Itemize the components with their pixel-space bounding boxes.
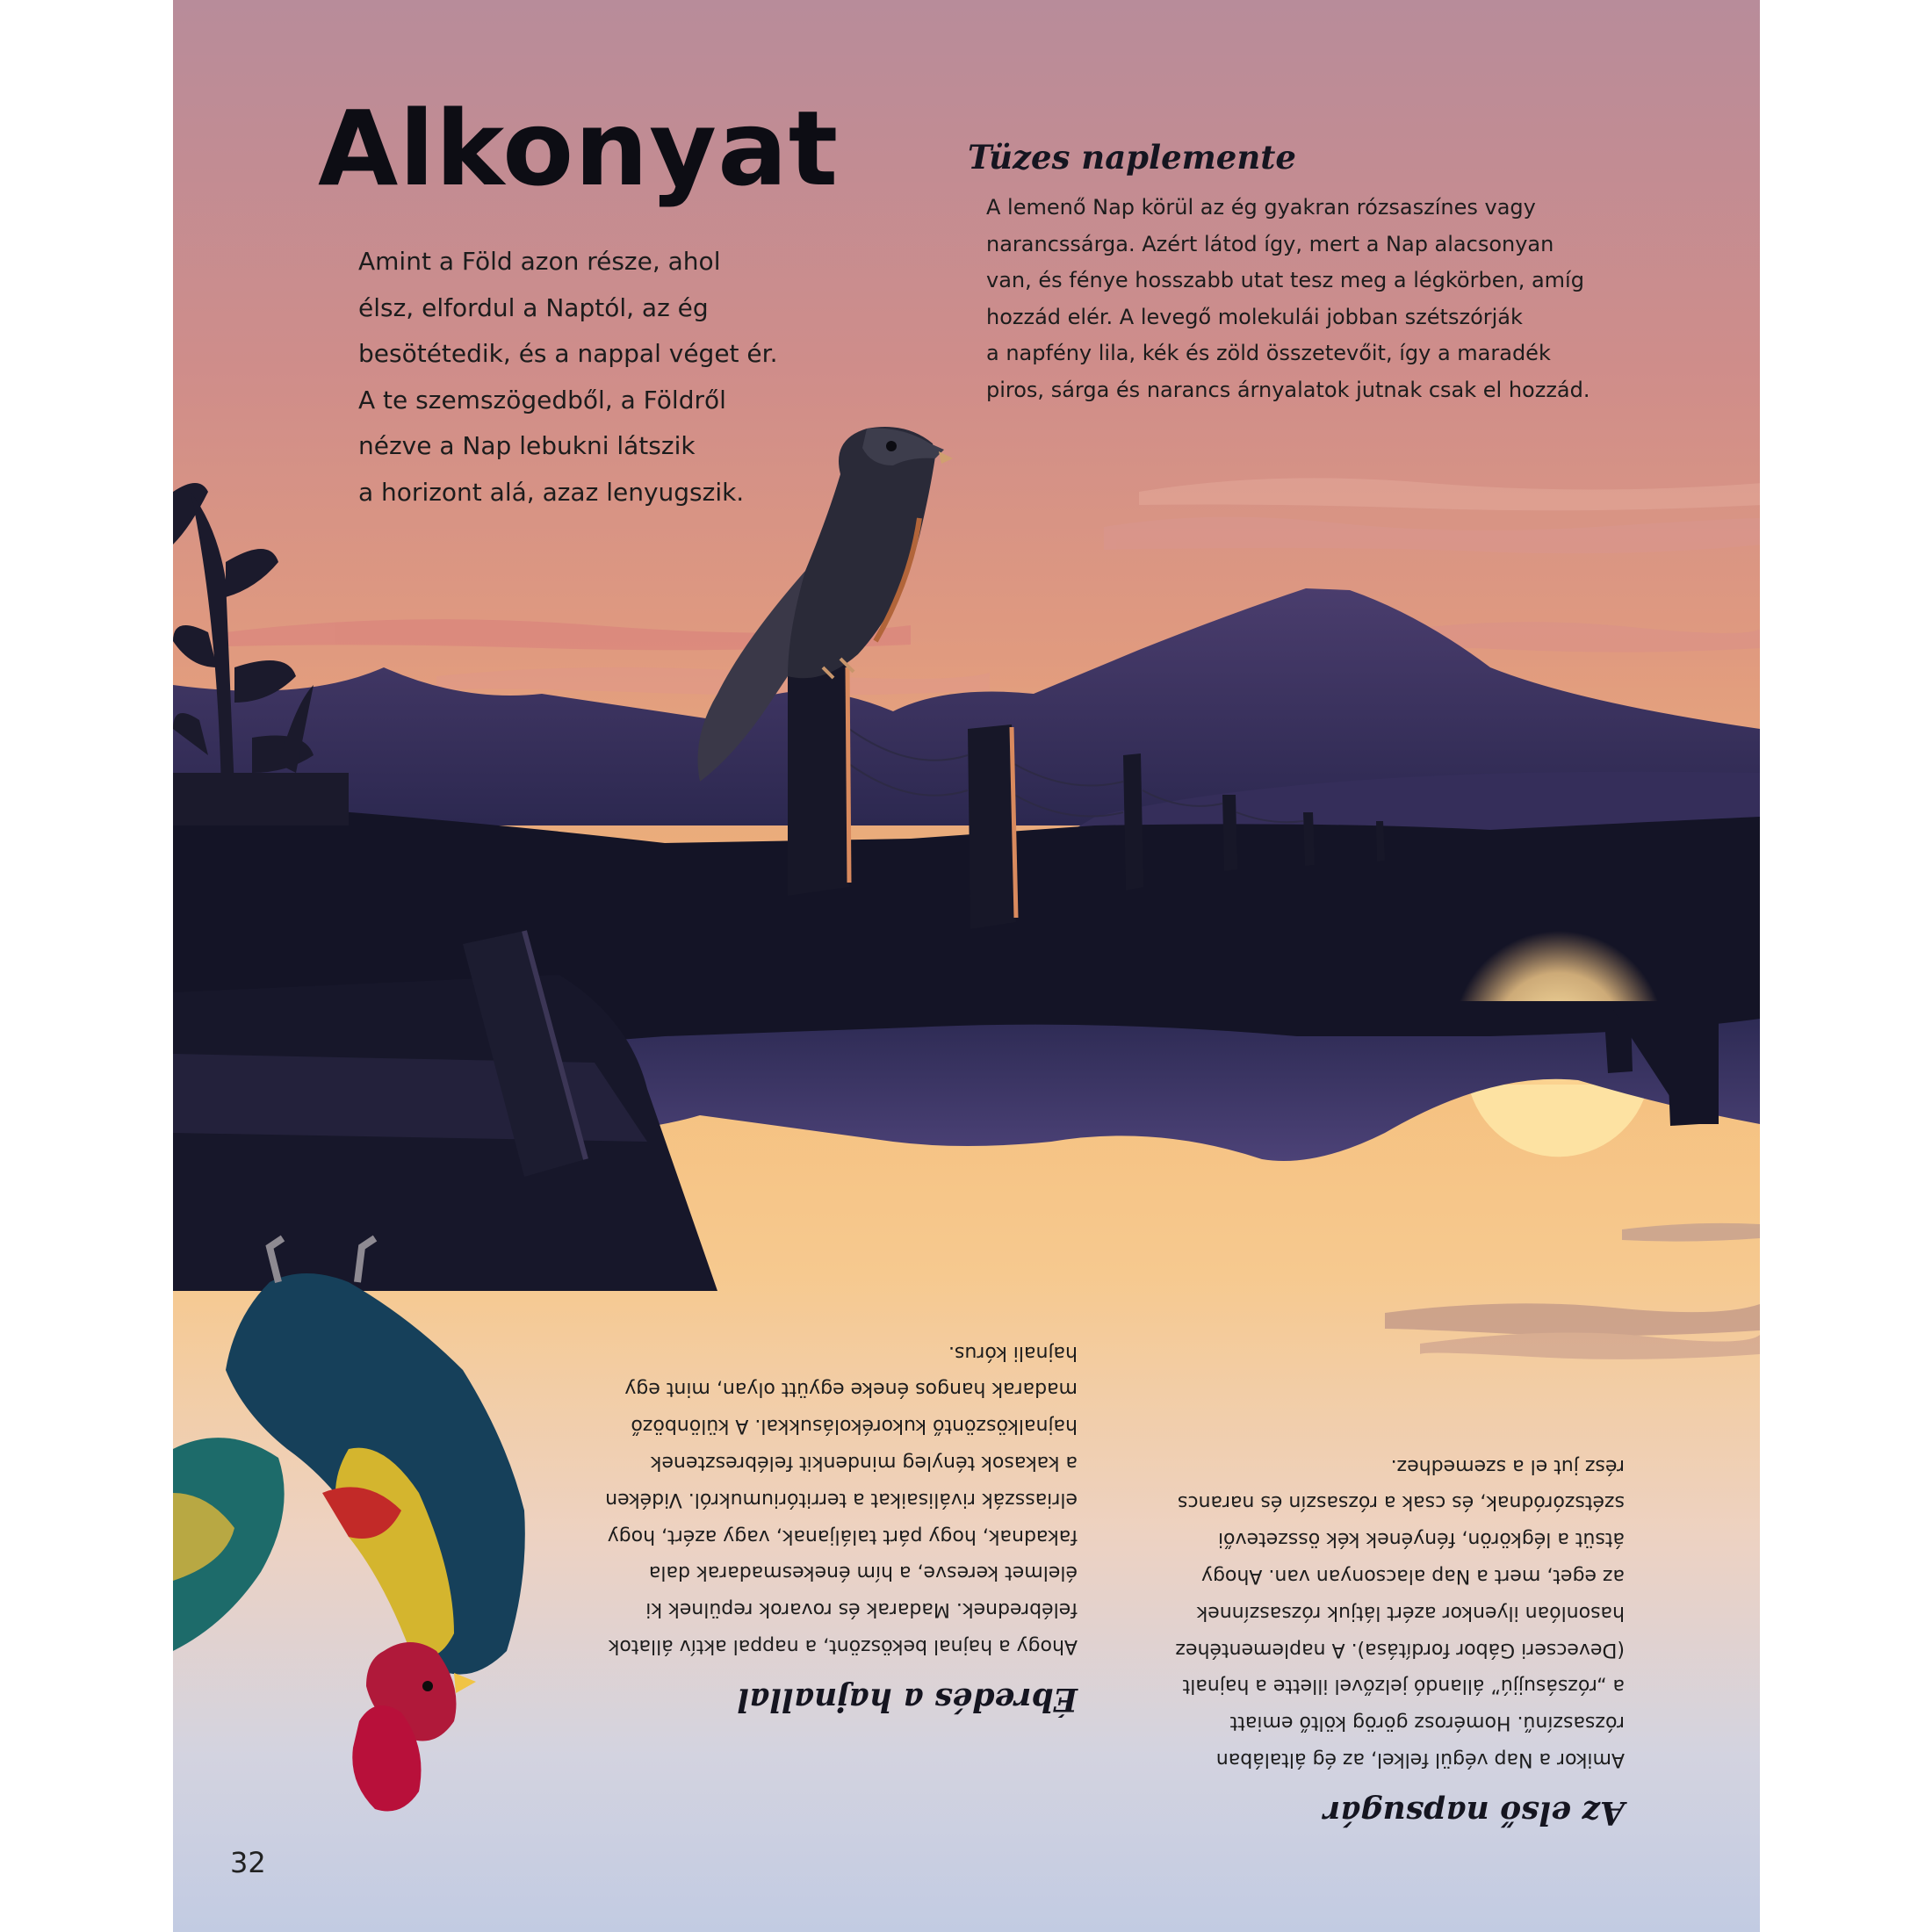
sunset-line: A lemenő Nap körül az ég gyakran rózsaszínes vagy [986, 195, 1536, 220]
dawn-line: elriasszák riválisaikat a territóriumukról. Vidéken [605, 1488, 1078, 1510]
first-light-section [1170, 1454, 1625, 1832]
first-light-line: átsüt a légkörön, fényének kék összetevői [1217, 1528, 1625, 1551]
dawn-section [586, 1341, 1078, 1719]
dawn-line: a kakasok tényleg mindenkit felébresztenek [650, 1452, 1078, 1474]
first-light-line: Amikor a Nap végül felkel, az ég általában [1215, 1748, 1625, 1770]
dawn-line: felébrednek. Madarak és rovarok repülnek ki [645, 1598, 1078, 1621]
intro-paragraph [358, 239, 778, 515]
intro-line: besötétedik, és a nappal véget ér. [358, 339, 778, 368]
dawn-heading: Ébredés a hajnallal [737, 1681, 1078, 1718]
intro-line: A te szemszögedből, a Földről [358, 385, 726, 415]
page-number: 32 [230, 1846, 266, 1879]
intro-line: nézve a Nap lebukni látszik [358, 431, 696, 460]
dawn-line: fakadnak, hogy párt találjanak, vagy azért, hogy [607, 1525, 1078, 1547]
intro-line: Amint a Föld azon része, ahol [358, 247, 721, 276]
dawn-paragraph [586, 1334, 1078, 1664]
sunset-line: a napfény lila, kék és zöld összetevőit, így a maradék [986, 341, 1551, 365]
dawn-line: hajnalköszöntő kukorékolásukkal. A különböző [631, 1415, 1078, 1438]
first-light-line: (Devecseri Gábor fordítása). A naplementéhez [1175, 1638, 1625, 1661]
intro-line: élsz, elfordul a Naptól, az ég [358, 292, 709, 322]
first-light-line: az eget, mert a Nap alacsonyan van. Ahogy [1200, 1565, 1625, 1588]
first-light-line: szétszóródnak, és csak a rózsaszín és narancs [1177, 1491, 1625, 1514]
first-light-line: a „rózsásujjú” állandó jelzővel illette a hajnalt [1182, 1675, 1625, 1698]
intro-line: a horizont alá, azaz lenyugszik. [358, 477, 745, 507]
first-light-line: hasonlóan ilyenkor azért látjuk rózsaszínnek [1196, 1601, 1625, 1624]
sunset-line: piros, sárga és narancs árnyalatok jutnak csak el hozzád. [986, 377, 1590, 402]
sunset-line: van, és fénye hosszabb utat tesz meg a légkörben, amíg [986, 268, 1584, 292]
book-page [173, 0, 1760, 1932]
first-light-heading: Az első napsugár [1323, 1794, 1625, 1831]
sunset-line: narancssárga. Azért látod így, mert a Nap alacsonyan [986, 231, 1554, 256]
dawn-line: hajnali kórus. [948, 1341, 1078, 1364]
first-light-line: rózsaszínű. Homérosz görög költő emiatt [1229, 1712, 1625, 1734]
dawn-line: Ahogy a hajnal beköszönt, a nappal aktív állatok [608, 1635, 1078, 1657]
first-light-paragraph [1170, 1447, 1625, 1777]
page-title: Alkonyat [318, 88, 840, 209]
dawn-line: madarak hangos éneke együtt olyan, mint egy [624, 1378, 1078, 1401]
sunset-heading: Tüzes naplemente [968, 138, 1296, 177]
sunset-paragraph [986, 190, 1590, 408]
first-light-line: rész jut el a szemedhez. [1390, 1454, 1625, 1477]
dawn-line: élelmet keresve, a hím énekesmadarak dala [648, 1561, 1078, 1584]
sunset-line: hozzád elér. A levegő molekulái jobban szétszórják [986, 304, 1523, 329]
